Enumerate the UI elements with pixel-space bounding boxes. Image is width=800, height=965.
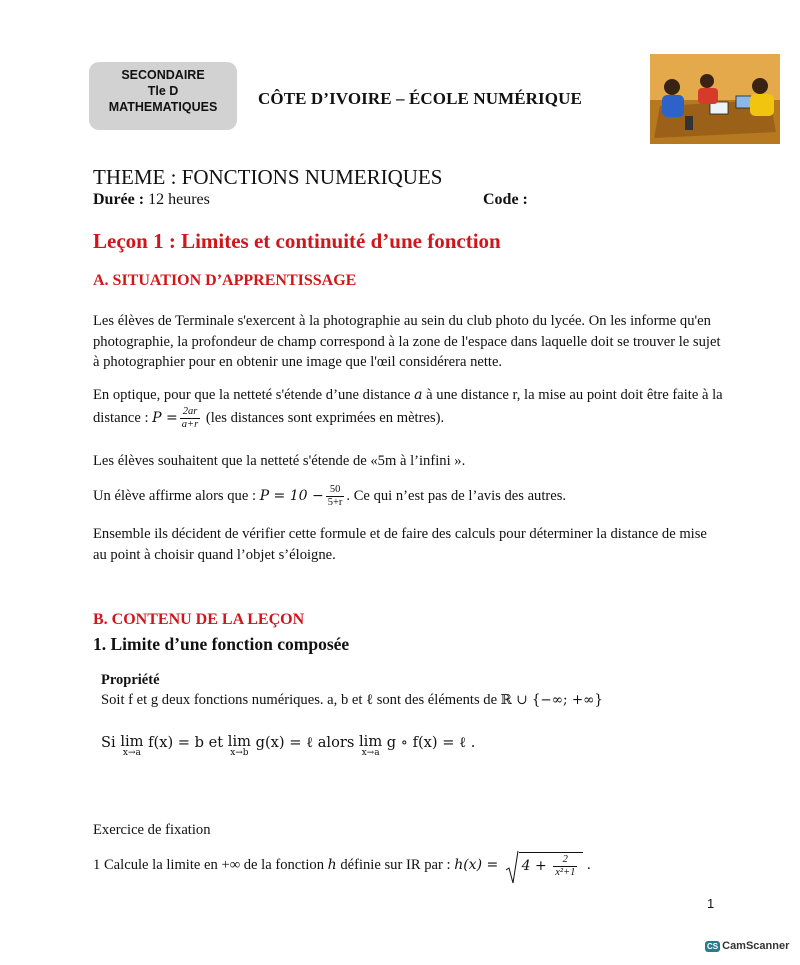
- camscanner-watermark: [705, 940, 789, 952]
- limit-1: [120, 734, 143, 758]
- duration: [93, 191, 210, 209]
- section-a-heading: A. SITUATION D’APPRENTISSAGE: [93, 272, 357, 289]
- p4-text-a: Un élève affirme alors que :: [93, 487, 260, 504]
- p2-fraction-numerator: 2ar: [180, 406, 200, 419]
- exercise-statement: [93, 852, 591, 879]
- lim-word: lim: [120, 733, 144, 750]
- exercise-text-a: 1 Calcule la limite en +∞ de la fonction: [93, 856, 328, 873]
- lim-word: lim: [227, 733, 251, 750]
- lesson-title: Leçon 1 : Limites et continuité d’une fonction: [93, 229, 501, 253]
- situation-paragraph-3: Les élèves souhaitent que la netteté s'étende de «5m à l’infini ».: [93, 453, 466, 469]
- radicand-numerator: 2: [553, 854, 577, 867]
- lim-sub-1: x→a: [122, 748, 141, 758]
- camscanner-brand: CamScanner: [722, 940, 790, 952]
- exercise-func: h: [327, 856, 337, 873]
- page-number: 1: [707, 896, 715, 911]
- property-title: Propriété: [101, 672, 160, 688]
- limit-3: [359, 734, 382, 758]
- p4-formula-lhs: P = 10 −: [259, 487, 324, 504]
- subsection-1-heading: 1. Limite d’une fonction composée: [93, 634, 350, 654]
- p2-variable: a: [414, 387, 423, 403]
- radical-sign-icon: [505, 850, 519, 884]
- p4-fraction: [326, 484, 345, 509]
- p4-fraction-numerator: 50: [326, 484, 345, 497]
- limit-expr-1: f(x) = b et: [143, 734, 228, 751]
- duration-label: Durée :: [93, 191, 145, 208]
- property-statement: [101, 692, 603, 709]
- camscanner-logo-icon: CS: [707, 941, 719, 951]
- exercise-text-b: définie sur IR par :: [336, 856, 455, 873]
- header-title: CÔTE D’IVOIRE – ÉCOLE NUMÉRIQUE: [258, 89, 582, 108]
- situation-paragraph-5: Ensemble ils décident de vérifier cette formule et de faire des calculs pour déterminer la distance de mise au point à choisir quand l’objet s’éloigne.: [93, 526, 707, 563]
- situation-paragraph-2: [93, 385, 723, 431]
- p2-fraction-denominator: a+r: [181, 418, 199, 430]
- limit-expr-2: g(x) = ℓ alors: [250, 734, 359, 751]
- lim-sub-2: x→b: [230, 748, 249, 758]
- p2-formula-lhs: P =: [152, 409, 178, 426]
- radicand-fraction: [553, 854, 577, 879]
- limit-si: Si: [101, 734, 121, 751]
- level-badge: [89, 62, 237, 130]
- badge-line-level: SECONDAIRE: [121, 68, 205, 82]
- lim-word: lim: [358, 733, 383, 750]
- children-computer-class-illustration: [650, 54, 780, 144]
- exercise-end: .: [583, 856, 591, 873]
- code-label: Code :: [483, 191, 528, 208]
- p4-fraction-denominator: 5+r: [327, 497, 343, 508]
- theme-title: THEME : FONCTIONS NUMERIQUES: [93, 165, 443, 189]
- p4-text-b: . Ce qui n’est pas de l’avis des autres.: [346, 487, 567, 504]
- p2-fraction: [180, 406, 200, 431]
- radicand: [519, 852, 584, 879]
- p2-text-c: (les distances sont exprimées en mètres).: [202, 409, 445, 426]
- situation-paragraph-4: [93, 484, 723, 509]
- limit-composition-formula: [101, 734, 475, 758]
- limit-expr-3: g ∘ f(x) = ℓ .: [382, 734, 476, 751]
- p2-text-a: En optique, pour que la netteté s'étende d’une distance: [93, 387, 415, 403]
- radicand-text: 4 +: [521, 857, 552, 874]
- exercise-formula-lhs: h(x) =: [454, 856, 503, 873]
- radicand-denominator: x²+1: [555, 867, 576, 878]
- situation-paragraph-1: Les élèves de Terminale s'exercent à la photographie au sein du club photo du lycée. On les informe qu'en photographie, la profondeur de champ correspond à la zone de l'espace dans laquelle doit se trouver le sujet à photographier pour en obtenir une image que l'œil considérera nette.: [93, 313, 721, 370]
- lim-sub-3: x→a: [361, 748, 380, 758]
- badge-line-class: Tle D: [147, 84, 179, 98]
- p2-text-b: à une distance r, la mise au point doit être faite à la distance :: [93, 387, 723, 426]
- property-text: Soit f et g deux fonctions numériques. a, b et ℓ sont des éléments de: [101, 692, 501, 708]
- limit-2: [228, 734, 251, 758]
- badge-line-subject: MATHEMATIQUES: [108, 100, 218, 114]
- duration-value: 12 heures: [144, 191, 210, 208]
- square-root: [505, 852, 584, 879]
- section-b-heading: B. CONTENU DE LA LEÇON: [93, 611, 305, 628]
- exercise-title: Exercice de fixation: [93, 822, 211, 838]
- property-set: ℝ ∪ {−∞; +∞}: [500, 692, 603, 708]
